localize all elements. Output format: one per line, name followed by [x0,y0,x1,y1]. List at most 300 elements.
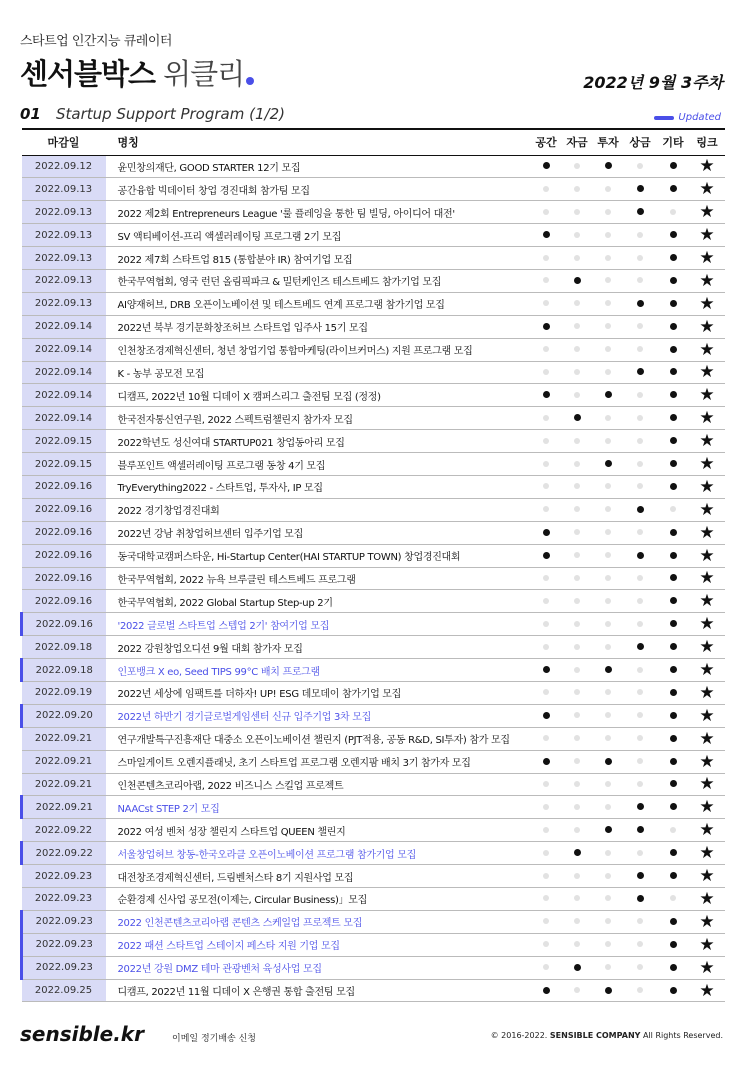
deadline-cell: 2022.09.22 [22,842,106,865]
program-name-link[interactable]: 2022 제7회 스타트업 815 (통합분야 IR) 참여기업 모집 [117,254,353,266]
dot-empty-icon [574,369,580,375]
star-link-icon[interactable]: ★ [699,660,715,681]
star-link-icon[interactable]: ★ [699,454,715,475]
dot-empty-icon [605,621,611,627]
dot-empty-icon [605,689,611,695]
dot-empty-icon [637,163,643,169]
dot-empty-icon [543,964,549,970]
dot-empty-icon [605,598,611,604]
deadline-cell: 2022.09.16 [22,590,106,613]
flag-cell-etc [657,613,690,636]
flag-cell-investment [593,704,624,727]
program-name-link[interactable]: 2022년 강남 취창업허브센터 입주기업 모집 [117,529,304,541]
dot-empty-icon [605,941,611,947]
dot-empty-icon [637,964,643,970]
flag-cell-space [531,979,562,1002]
company-name: SENSIBLE COMPANY [549,1031,641,1040]
star-link-icon[interactable]: ★ [699,362,715,383]
dot-filled-icon [637,552,644,559]
flag-cell-prize [624,178,657,201]
col-deadline: 마감일 [47,136,80,150]
dot-filled-icon [670,391,677,398]
star-link-icon[interactable]: ★ [699,385,715,406]
flag-cell-investment [593,338,624,361]
program-name-link[interactable]: 2022 제2회 Entrepreneurs League '룰 플레잉을 통한 팀 빌딩, 아이디어 대전' [117,208,455,220]
deadline-cell: 2022.09.23 [22,956,106,979]
deadline-cell: 2022.09.16 [22,544,106,567]
flag-cell-funding [562,613,593,636]
flag-cell-funding [562,224,593,247]
deadline-cell: 2022.09.13 [22,247,106,270]
flag-cell-prize [624,407,657,430]
flag-cell-prize [624,453,657,476]
newsletter-subscribe-link[interactable]: 이메일 정기배송 신청 [172,1034,256,1044]
flag-cell-space [531,727,562,750]
deadline-cell: 2022.09.21 [22,727,106,750]
flag-cell-etc [657,590,690,613]
dot-filled-icon [543,529,550,536]
flag-cell-prize [624,498,657,521]
dot-filled-icon [670,849,677,856]
flag-cell-space [531,659,562,682]
star-link-icon[interactable]: ★ [699,591,715,612]
dot-filled-icon [543,162,550,169]
flag-cell-investment [593,201,624,224]
flag-cell-space [531,201,562,224]
dot-empty-icon [574,255,580,261]
flag-cell-investment [593,979,624,1002]
dot-empty-icon [574,827,580,833]
dot-empty-icon [574,644,580,650]
dot-empty-icon [574,598,580,604]
dot-filled-icon [670,300,677,307]
dot-empty-icon [543,850,549,856]
dot-empty-icon [574,438,580,444]
copyright [491,1031,723,1040]
flag-cell-investment [593,636,624,659]
dot-filled-icon [574,277,581,284]
program-name-link[interactable]: 2022 경기창업경진대회 [117,506,220,518]
flag-cell-funding [562,338,593,361]
table-row [22,384,725,407]
star-link-icon[interactable]: ★ [699,522,715,543]
deadline-cell: 2022.09.18 [22,636,106,659]
star-link-icon[interactable]: ★ [699,476,715,497]
star-link-icon[interactable]: ★ [699,431,715,452]
flag-cell-investment [593,796,624,819]
deadline-cell: 2022.09.14 [22,338,106,361]
flag-cell-space [531,933,562,956]
dot-empty-icon [574,667,580,673]
dot-empty-icon [637,850,643,856]
dot-empty-icon [605,300,611,306]
flag-cell-investment [593,498,624,521]
dot-filled-icon [670,277,677,284]
table-row [22,338,725,361]
footer-brand-link[interactable]: sensible.kr [20,1022,144,1046]
star-link-icon[interactable]: ★ [699,911,715,932]
dot-empty-icon [543,300,549,306]
dot-empty-icon [574,621,580,627]
updated-label: Updated [678,112,721,123]
star-link-icon[interactable]: ★ [699,705,715,726]
dot-empty-icon [637,689,643,695]
flag-cell-investment [593,521,624,544]
dot-filled-icon [543,323,550,330]
dot-filled-icon [605,162,612,169]
copyright-prefix: © 2016-2022. [490,1031,548,1040]
flag-cell-investment [593,956,624,979]
deadline-cell: 2022.09.23 [22,888,106,911]
dot-empty-icon [574,689,580,695]
table-row [22,178,725,201]
table-row [22,521,725,544]
star-link-icon[interactable]: ★ [699,774,715,795]
table-row [22,636,725,659]
dot-empty-icon [637,232,643,238]
dot-empty-icon [637,255,643,261]
deadline-cell: 2022.09.13 [22,224,106,247]
flag-cell-etc [657,269,690,292]
dot-empty-icon [605,232,611,238]
flag-cell-etc [657,842,690,865]
flag-cell-prize [624,292,657,315]
table-row [22,819,725,842]
program-name-link[interactable]: 2022 강원창업오디션 9월 대회 참가자 모집 [117,643,303,655]
flag-cell-investment [593,269,624,292]
program-name-link[interactable]: 2022년 북부 경기문화창조허브 스타트업 입주사 15기 모집 [117,323,368,335]
dot-empty-icon [605,918,611,924]
flag-cell-funding [562,498,593,521]
star-link-icon[interactable]: ★ [699,316,715,337]
flag-cell-prize [624,155,657,178]
table-row [22,269,725,292]
flag-cell-investment [593,292,624,315]
dot-filled-icon [670,574,677,581]
col-name: 명칭 [117,136,139,150]
flag-cell-funding [562,865,593,888]
program-name-link[interactable]: 2022 여성 벤처 성장 챌린지 스타트업 QUEEN 챌린지 [117,826,346,838]
dot-empty-icon [637,529,643,535]
flag-cell-prize [624,681,657,704]
dot-filled-icon [670,872,677,879]
flag-cell-funding [562,956,593,979]
program-name-link[interactable]: 인천창조경제혁신센터, 청년 창업기업 통합마케팅(라이브커머스) 지원 프로그램 모집 [117,346,473,358]
dot-filled-icon [670,918,677,925]
program-name-link[interactable]: 2022 인천콘텐츠코리아랩 콘텐츠 스케일업 프로젝트 모집 [117,918,363,930]
dot-filled-icon [670,941,677,948]
flag-cell-space [531,384,562,407]
issue-label: 2022년 9월 3주차 [583,73,723,92]
page-footer [20,1020,723,1050]
star-link-icon[interactable]: ★ [699,866,715,887]
flag-cell-funding [562,636,593,659]
dot-empty-icon [637,575,643,581]
dot-filled-icon [543,552,550,559]
dot-empty-icon [605,415,611,421]
section-number: 01 [20,105,41,123]
dot-filled-icon [637,368,644,375]
program-name-link[interactable]: 디캠프, 2022년 10월 디데이 X 캠퍼스리그 출전팀 모집 (정정) [117,391,381,403]
dot-filled-icon [670,254,677,261]
dot-empty-icon [637,461,643,467]
star-link-icon[interactable]: ★ [699,156,715,177]
program-name-link[interactable]: 스마일게이트 오렌지플래닛, 초기 스타트업 프로그램 오렌지팜 배치 3기 참가자 모집 [117,758,471,770]
star-link-icon[interactable]: ★ [699,751,715,772]
program-name-link[interactable]: NAACst STEP 2기 모집 [117,803,220,815]
dot-empty-icon [670,895,676,901]
flag-cell-space [531,338,562,361]
flag-cell-prize [624,910,657,933]
program-name-link[interactable]: 공간융합 빅데이터 창업 경진대회 참가팀 모집 [117,185,310,197]
flag-cell-space [531,819,562,842]
dot-empty-icon [605,895,611,901]
flag-cell-investment [593,590,624,613]
dot-empty-icon [637,598,643,604]
dot-empty-icon [670,209,676,215]
dot-empty-icon [574,575,580,581]
table-row [22,567,725,590]
star-link-icon[interactable]: ★ [699,728,715,749]
flag-cell-prize [624,247,657,270]
col-etc: 기타 [662,136,684,150]
deadline-cell: 2022.09.21 [22,750,106,773]
flag-cell-space [531,224,562,247]
star-link-icon[interactable]: ★ [699,202,715,223]
dot-filled-icon [637,185,644,192]
dot-filled-icon [670,758,677,765]
table-row [22,613,725,636]
dot-empty-icon [543,895,549,901]
flag-cell-prize [624,727,657,750]
program-name-link[interactable]: 한국무역협회, 2022 뉴욕 브루클린 테스트베드 프로그램 [117,574,356,586]
dot-empty-icon [605,438,611,444]
dot-empty-icon [574,918,580,924]
table-row [22,956,725,979]
flag-cell-prize [624,773,657,796]
dot-empty-icon [605,277,611,283]
deadline-cell: 2022.09.16 [22,613,106,636]
star-link-icon[interactable]: ★ [699,614,715,635]
flag-cell-etc [657,475,690,498]
star-link-icon[interactable]: ★ [699,637,715,658]
star-link-icon[interactable]: ★ [699,499,715,520]
dot-empty-icon [637,712,643,718]
flag-cell-investment [593,933,624,956]
flag-cell-prize [624,384,657,407]
program-name-link[interactable]: 2022년 하반기 경기글로벌게임센터 신규 입주기업 3차 모집 [117,712,372,724]
flag-cell-investment [593,613,624,636]
flag-cell-etc [657,819,690,842]
dot-empty-icon [543,186,549,192]
star-link-icon[interactable]: ★ [699,980,715,1001]
star-link-icon[interactable]: ★ [699,339,715,360]
flag-cell-etc [657,636,690,659]
flag-cell-prize [624,842,657,865]
dot-empty-icon [605,369,611,375]
star-link-icon[interactable]: ★ [699,797,715,818]
deadline-cell: 2022.09.16 [22,475,106,498]
flag-cell-funding [562,292,593,315]
star-link-icon[interactable]: ★ [699,545,715,566]
table-row [22,544,725,567]
table-row [22,865,725,888]
flag-cell-prize [624,865,657,888]
star-link-icon[interactable]: ★ [699,820,715,841]
program-name-link[interactable]: 인포뱅크 X eo, Seed TIPS 99°C 배치 프로그램 [117,666,320,678]
dot-filled-icon [543,231,550,238]
star-link-icon[interactable]: ★ [699,179,715,200]
program-name-link[interactable]: TryEverything2022 - 스타트업, 투자사, IP 모집 [117,483,323,495]
flag-cell-investment [593,475,624,498]
program-name-link[interactable]: 동국대학교캠퍼스타운, Hi-Startup Center(HAI STARTUP TOWN) 창업경진대회 [117,552,461,564]
program-name-link[interactable]: 대전창조경제혁신센터, 드림벤처스타 8기 지원사업 모집 [117,872,354,884]
flag-cell-prize [624,956,657,979]
table-body [22,155,725,1002]
dot-empty-icon [574,461,580,467]
star-link-icon[interactable]: ★ [699,934,715,955]
star-link-icon[interactable]: ★ [699,408,715,429]
table-row [22,155,725,178]
flag-cell-funding [562,888,593,911]
flag-cell-etc [657,659,690,682]
table-row [22,659,725,682]
dot-empty-icon [605,186,611,192]
dot-empty-icon [574,987,580,993]
program-name-link[interactable]: 2022년 강원 DMZ 테마 관광벤처 육성사업 모집 [117,964,322,976]
dot-empty-icon [574,323,580,329]
col-investment: 투자 [597,136,619,150]
flag-cell-prize [624,544,657,567]
star-link-icon[interactable]: ★ [699,248,715,268]
flag-cell-etc [657,979,690,1002]
star-link-icon[interactable]: ★ [699,568,715,589]
dot-empty-icon [574,529,580,535]
star-link-icon[interactable]: ★ [699,957,715,978]
program-name-link[interactable]: 윤민창의재단, GOOD STARTER 12기 모집 [117,162,301,174]
program-name-link[interactable]: 인천콘텐츠코리아랩, 2022 비즈니스 스킬업 프로젝트 [117,780,344,792]
dot-filled-icon [670,780,677,787]
flag-cell-space [531,956,562,979]
flag-cell-funding [562,750,593,773]
dot-filled-icon [637,872,644,879]
deadline-cell: 2022.09.14 [22,315,106,338]
flag-cell-prize [624,704,657,727]
dot-empty-icon [637,621,643,627]
dot-empty-icon [605,850,611,856]
flag-cell-funding [562,819,593,842]
deadline-cell: 2022.09.21 [22,773,106,796]
dot-empty-icon [637,438,643,444]
program-name-link[interactable]: AI양재허브, DRB 오픈이노베이션 및 테스트베드 연계 프로그램 참가기업 모집 [117,300,445,312]
program-name-link[interactable]: 순환경제 신사업 공모전(이제는, Circular Business)」모집 [117,895,367,907]
star-link-icon[interactable]: ★ [699,843,715,864]
flag-cell-funding [562,247,593,270]
flag-cell-etc [657,384,690,407]
flag-cell-investment [593,315,624,338]
program-name-link[interactable]: SV 액티베이션-프리 액셀러레이팅 프로그램 2기 모집 [117,231,342,243]
program-name-link[interactable]: 디캠프, 2022년 11월 디데이 X 은행권 통합 출전팀 모집 [117,987,355,998]
star-link-icon[interactable]: ★ [699,888,715,909]
flag-cell-prize [624,338,657,361]
dot-empty-icon [543,255,549,261]
dot-filled-icon [543,391,550,398]
flag-cell-etc [657,430,690,453]
dot-filled-icon [605,460,612,467]
dot-empty-icon [574,506,580,512]
section-title: Startup Support Program (1/2) [55,105,285,123]
dot-filled-icon [574,964,581,971]
dot-filled-icon [543,712,550,719]
dot-empty-icon [543,644,549,650]
dot-filled-icon [670,803,677,810]
flag-cell-funding [562,727,593,750]
dot-empty-icon [574,232,580,238]
star-link-icon[interactable]: ★ [699,293,715,314]
star-link-icon[interactable]: ★ [699,270,715,291]
program-name-link[interactable]: K - 농부 공모전 모집 [117,368,205,380]
dot-filled-icon [670,346,677,353]
flag-cell-prize [624,201,657,224]
flag-cell-space [531,842,562,865]
flag-cell-funding [562,842,593,865]
flag-cell-investment [593,224,624,247]
dot-filled-icon [670,712,677,719]
dot-filled-icon [670,185,677,192]
program-name-link[interactable]: 서울창업허브 창동-한국오라클 오픈이노베이션 프로그램 참가기업 모집 [117,849,417,861]
dot-filled-icon [637,803,644,810]
program-name-link[interactable]: 2022년 세상에 임팩트를 더하자! UP! ESG 데모데이 참가기업 모집 [117,689,402,701]
dot-empty-icon [605,964,611,970]
program-name-link[interactable]: 한국전자통신연구원, 2022 스펙트럼챌린지 참가자 모집 [117,414,353,426]
col-space: 공간 [535,136,557,150]
program-name-link[interactable]: 블루포인트 액셀러레이팅 프로그램 동창 4기 모집 [117,460,326,472]
dot-filled-icon [605,391,612,398]
flag-cell-etc [657,498,690,521]
dot-empty-icon [574,300,580,306]
dot-filled-icon [637,826,644,833]
flag-cell-funding [562,178,593,201]
flag-cell-space [531,155,562,178]
program-name-link[interactable]: 한국무역협회, 영국 런던 올림픽파크 & 밀턴케인즈 테스트베드 참가기업 모집 [117,277,442,289]
program-name-link[interactable]: 2022학년도 성신여대 STARTUP021 창업동아리 모집 [117,437,345,449]
program-name-link[interactable]: 한국무역협회, 2022 Global Startup Step-up 2기 [117,597,333,609]
flag-cell-space [531,178,562,201]
flag-cell-space [531,704,562,727]
flag-cell-investment [593,819,624,842]
deadline-cell: 2022.09.13 [22,292,106,315]
dot-empty-icon [605,735,611,741]
flag-cell-space [531,315,562,338]
weekly-title: 위클리 [163,57,245,91]
dot-empty-icon [574,346,580,352]
program-name-link[interactable]: 연구개발특구진흥재단 대중소 오픈이노베이션 챌린지 (PJT적용, 공동 R&D, SI투자) 참가 모집 [117,735,510,747]
flag-cell-etc [657,544,690,567]
dot-empty-icon [605,575,611,581]
star-link-icon[interactable]: ★ [699,225,715,246]
flag-cell-space [531,590,562,613]
dot-empty-icon [574,392,580,398]
program-name-link[interactable]: '2022 글로벌 스타트업 스텝업 2기' 참여기업 모집 [117,620,330,632]
flag-cell-funding [562,407,593,430]
dot-empty-icon [543,346,549,352]
dot-filled-icon [670,552,677,559]
program-name-link[interactable]: 2022 패션 스타트업 스테이지 페스타 지원 기업 모집 [117,941,340,953]
flag-cell-investment [593,155,624,178]
star-link-icon[interactable]: ★ [699,682,715,703]
dot-empty-icon [574,941,580,947]
dot-empty-icon [605,323,611,329]
